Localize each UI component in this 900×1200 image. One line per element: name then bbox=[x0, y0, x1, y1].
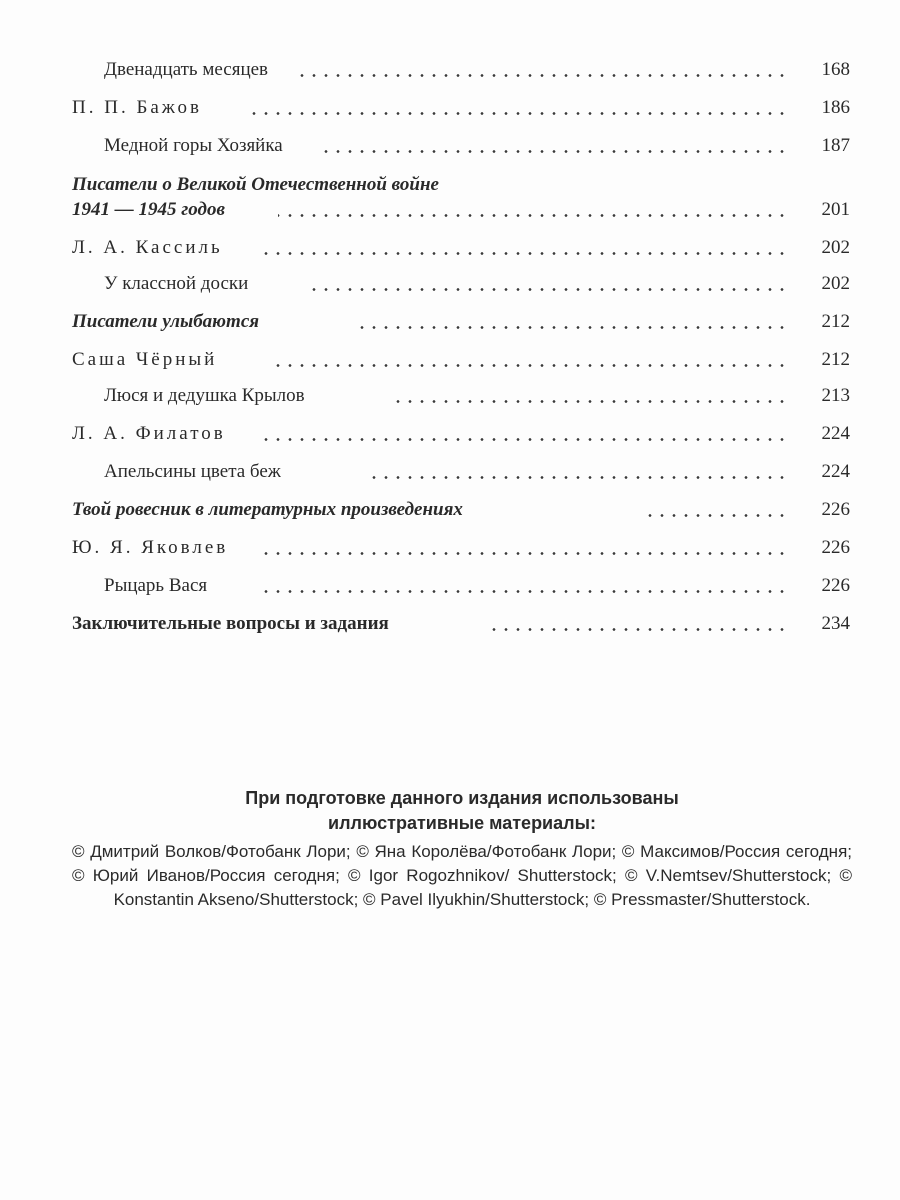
toc-page-number: 226 bbox=[821, 575, 850, 596]
toc-author-name: Л. А. Кассиль bbox=[72, 237, 223, 258]
toc-page-number: 212 bbox=[821, 349, 850, 370]
toc-page-number: 234 bbox=[821, 613, 850, 634]
toc-leader-dots bbox=[642, 514, 788, 517]
toc-page-number: 226 bbox=[821, 499, 850, 520]
credits-heading-line2: иллюстративные материалы: bbox=[328, 813, 596, 833]
toc-page-number: 226 bbox=[821, 537, 850, 558]
toc-section-entry bbox=[0, 308, 900, 340]
toc-entry-title: У классной доски bbox=[104, 273, 249, 294]
toc-leader-dots bbox=[368, 476, 788, 479]
toc-leader-dots bbox=[268, 364, 788, 367]
toc-section-entry bbox=[0, 496, 900, 528]
toc-author-name: Л. А. Филатов bbox=[72, 423, 226, 444]
toc-page-number: 186 bbox=[821, 97, 850, 118]
toc-leader-dots bbox=[258, 552, 788, 555]
toc-entry bbox=[0, 534, 900, 566]
toc-entry bbox=[0, 132, 900, 164]
toc-leader-dots bbox=[388, 400, 788, 403]
toc-page-number: 224 bbox=[821, 461, 850, 482]
credits-text: © Дмитрий Волков/Фотобанк Лори; © Яна Королёва/Фотобанк Лори; © Максимов/Россия сегодня; © Юрий Иванов/Россия сегодня; © Igor Rogozhnikov/ Shutterstock; © V.Nemtsev/Shutterstock; © Konstantin Akseno/Shutterstock; © Pavel Ilyukhin/Shutterstock; © Pressmaster/Shutterstock. bbox=[72, 842, 852, 909]
toc-entry-title: Апельсины цвета беж bbox=[104, 461, 281, 482]
toc-entry bbox=[0, 610, 900, 642]
toc-page-number: 213 bbox=[821, 385, 850, 406]
toc-section-title: Твой ровесник в литературных произведениях bbox=[72, 499, 463, 520]
toc-page-number: 202 bbox=[821, 237, 850, 258]
toc-entry bbox=[0, 572, 900, 604]
toc-entry-title: Заключительные вопросы и задания bbox=[72, 613, 389, 634]
toc-entry bbox=[0, 94, 900, 126]
toc-page-number: 212 bbox=[821, 311, 850, 332]
illustration-credits bbox=[72, 786, 852, 912]
toc-section-title: Писатели улыбаются bbox=[72, 311, 260, 332]
toc-entry bbox=[0, 420, 900, 452]
toc-leader-dots bbox=[308, 288, 788, 291]
toc-leader-dots bbox=[358, 326, 788, 329]
toc-leader-dots bbox=[258, 438, 788, 441]
toc-section-title-line1: Писатели о Великой Отечественной войне bbox=[72, 174, 439, 195]
toc-entry-title: Медной горы Хозяйка bbox=[104, 135, 283, 156]
toc-entry bbox=[0, 234, 900, 266]
toc-leader-dots bbox=[298, 74, 788, 77]
toc-entry bbox=[0, 346, 900, 378]
toc-entry-title: Рыцарь Вася bbox=[104, 575, 208, 596]
toc-entry-title: Люся и дедушка Крылов bbox=[104, 385, 305, 406]
toc-entry bbox=[0, 458, 900, 490]
credits-heading-line1: При подготовке данного издания использованы bbox=[245, 788, 679, 808]
toc-leader-dots bbox=[248, 112, 788, 115]
toc-entry bbox=[0, 56, 900, 88]
toc-page-number: 168 bbox=[821, 59, 850, 80]
toc-entry bbox=[0, 270, 900, 302]
toc-entry bbox=[0, 382, 900, 414]
toc-section-title-line2: 1941 — 1945 годов bbox=[72, 199, 225, 220]
credits-heading bbox=[72, 786, 852, 836]
toc-author-name: П. П. Бажов bbox=[72, 97, 202, 118]
toc-page-number: 202 bbox=[821, 273, 850, 294]
toc-section-entry bbox=[0, 196, 900, 228]
toc-leader-dots bbox=[488, 628, 788, 631]
toc-page-number: 187 bbox=[821, 135, 850, 156]
toc-entry-title: Двенадцать месяцев bbox=[104, 59, 269, 80]
toc-leader-dots bbox=[258, 252, 788, 255]
toc-leader-dots bbox=[278, 214, 788, 217]
toc-leader-dots bbox=[258, 590, 788, 593]
toc-leader-dots bbox=[318, 150, 788, 153]
toc-author-name: Ю. Я. Яковлев bbox=[72, 537, 229, 558]
toc-page-number: 201 bbox=[821, 199, 850, 220]
toc-author-name: Саша Чёрный bbox=[72, 349, 218, 370]
toc-page-number: 224 bbox=[821, 423, 850, 444]
